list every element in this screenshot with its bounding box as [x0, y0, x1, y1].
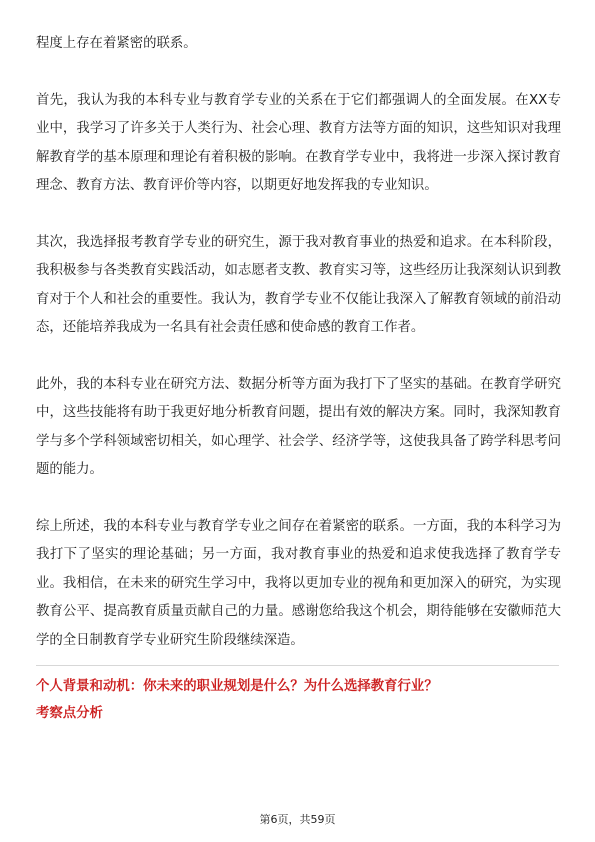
paragraph-second-point: 其次，我选择报考教育学专业的研究生，源于我对教育事业的热爱和追求。在本科阶段，我积极参与各类教育实践活动，如志愿者支教、教育实习等，这些经历让我深刻认识到教育对于个人和社会的重要性。我认为，教育学专业不仅能让我深入了解教育领域的前沿动态，还能培养我成为一名具有社会责任感和使命感的教育工作者。 — [36, 234, 561, 335]
paragraph-third-point: 此外，我的本科专业在研究方法、数据分析等方面为我打下了坚实的基础。在教育学研究中，这些技能将有助于我更好地分析教育问题，提出有效的解决方案。同时，我深知教育学与多个学科领域密切相关，如心理学、社会学、经济学等，这使我具备了跨学科思考问题的能力。 — [36, 376, 561, 477]
section-divider — [36, 665, 559, 666]
question-heading: 个人背景和动机：你未来的职业规划是什么？为什么选择教育行业？ — [36, 679, 438, 694]
paragraph-summary: 综上所述，我的本科专业与教育学专业之间存在着紧密的联系。一方面，我的本科学习为我打下了坚实的理论基础；另一方面，我对教育事业的热爱和追求使我选择了教育学专业。我相信，在未来的研究生学习中，我将以更加专业的视角和更加深入的研究，为实现教育公平、提高教育质量贡献自己的力量。感谢您给我这个机会，期待能够在安徽师范大学的全日制教育学专业研究生阶段继续深造。 — [36, 518, 561, 648]
analysis-heading: 考察点分析 — [36, 706, 103, 721]
document-body — [36, 30, 561, 725]
paragraph-first-point: 首先，我认为我的本科专业与教育学专业的关系在于它们都强调人的全面发展。在XX专业中，我学习了许多关于人类行为、社会心理、教育方法等方面的知识，这些知识对我理解教育学的基本原理和理论有着积极的影响。在教育学专业中，我将进一步深入探讨教育理念、教育方法、教育评价等内容，以期更好地发挥我的专业知识。 — [36, 92, 561, 193]
paragraph-continuation: 程度上存在着紧密的联系。 — [36, 36, 197, 51]
page-number: 第6页，共59页 — [259, 813, 336, 826]
